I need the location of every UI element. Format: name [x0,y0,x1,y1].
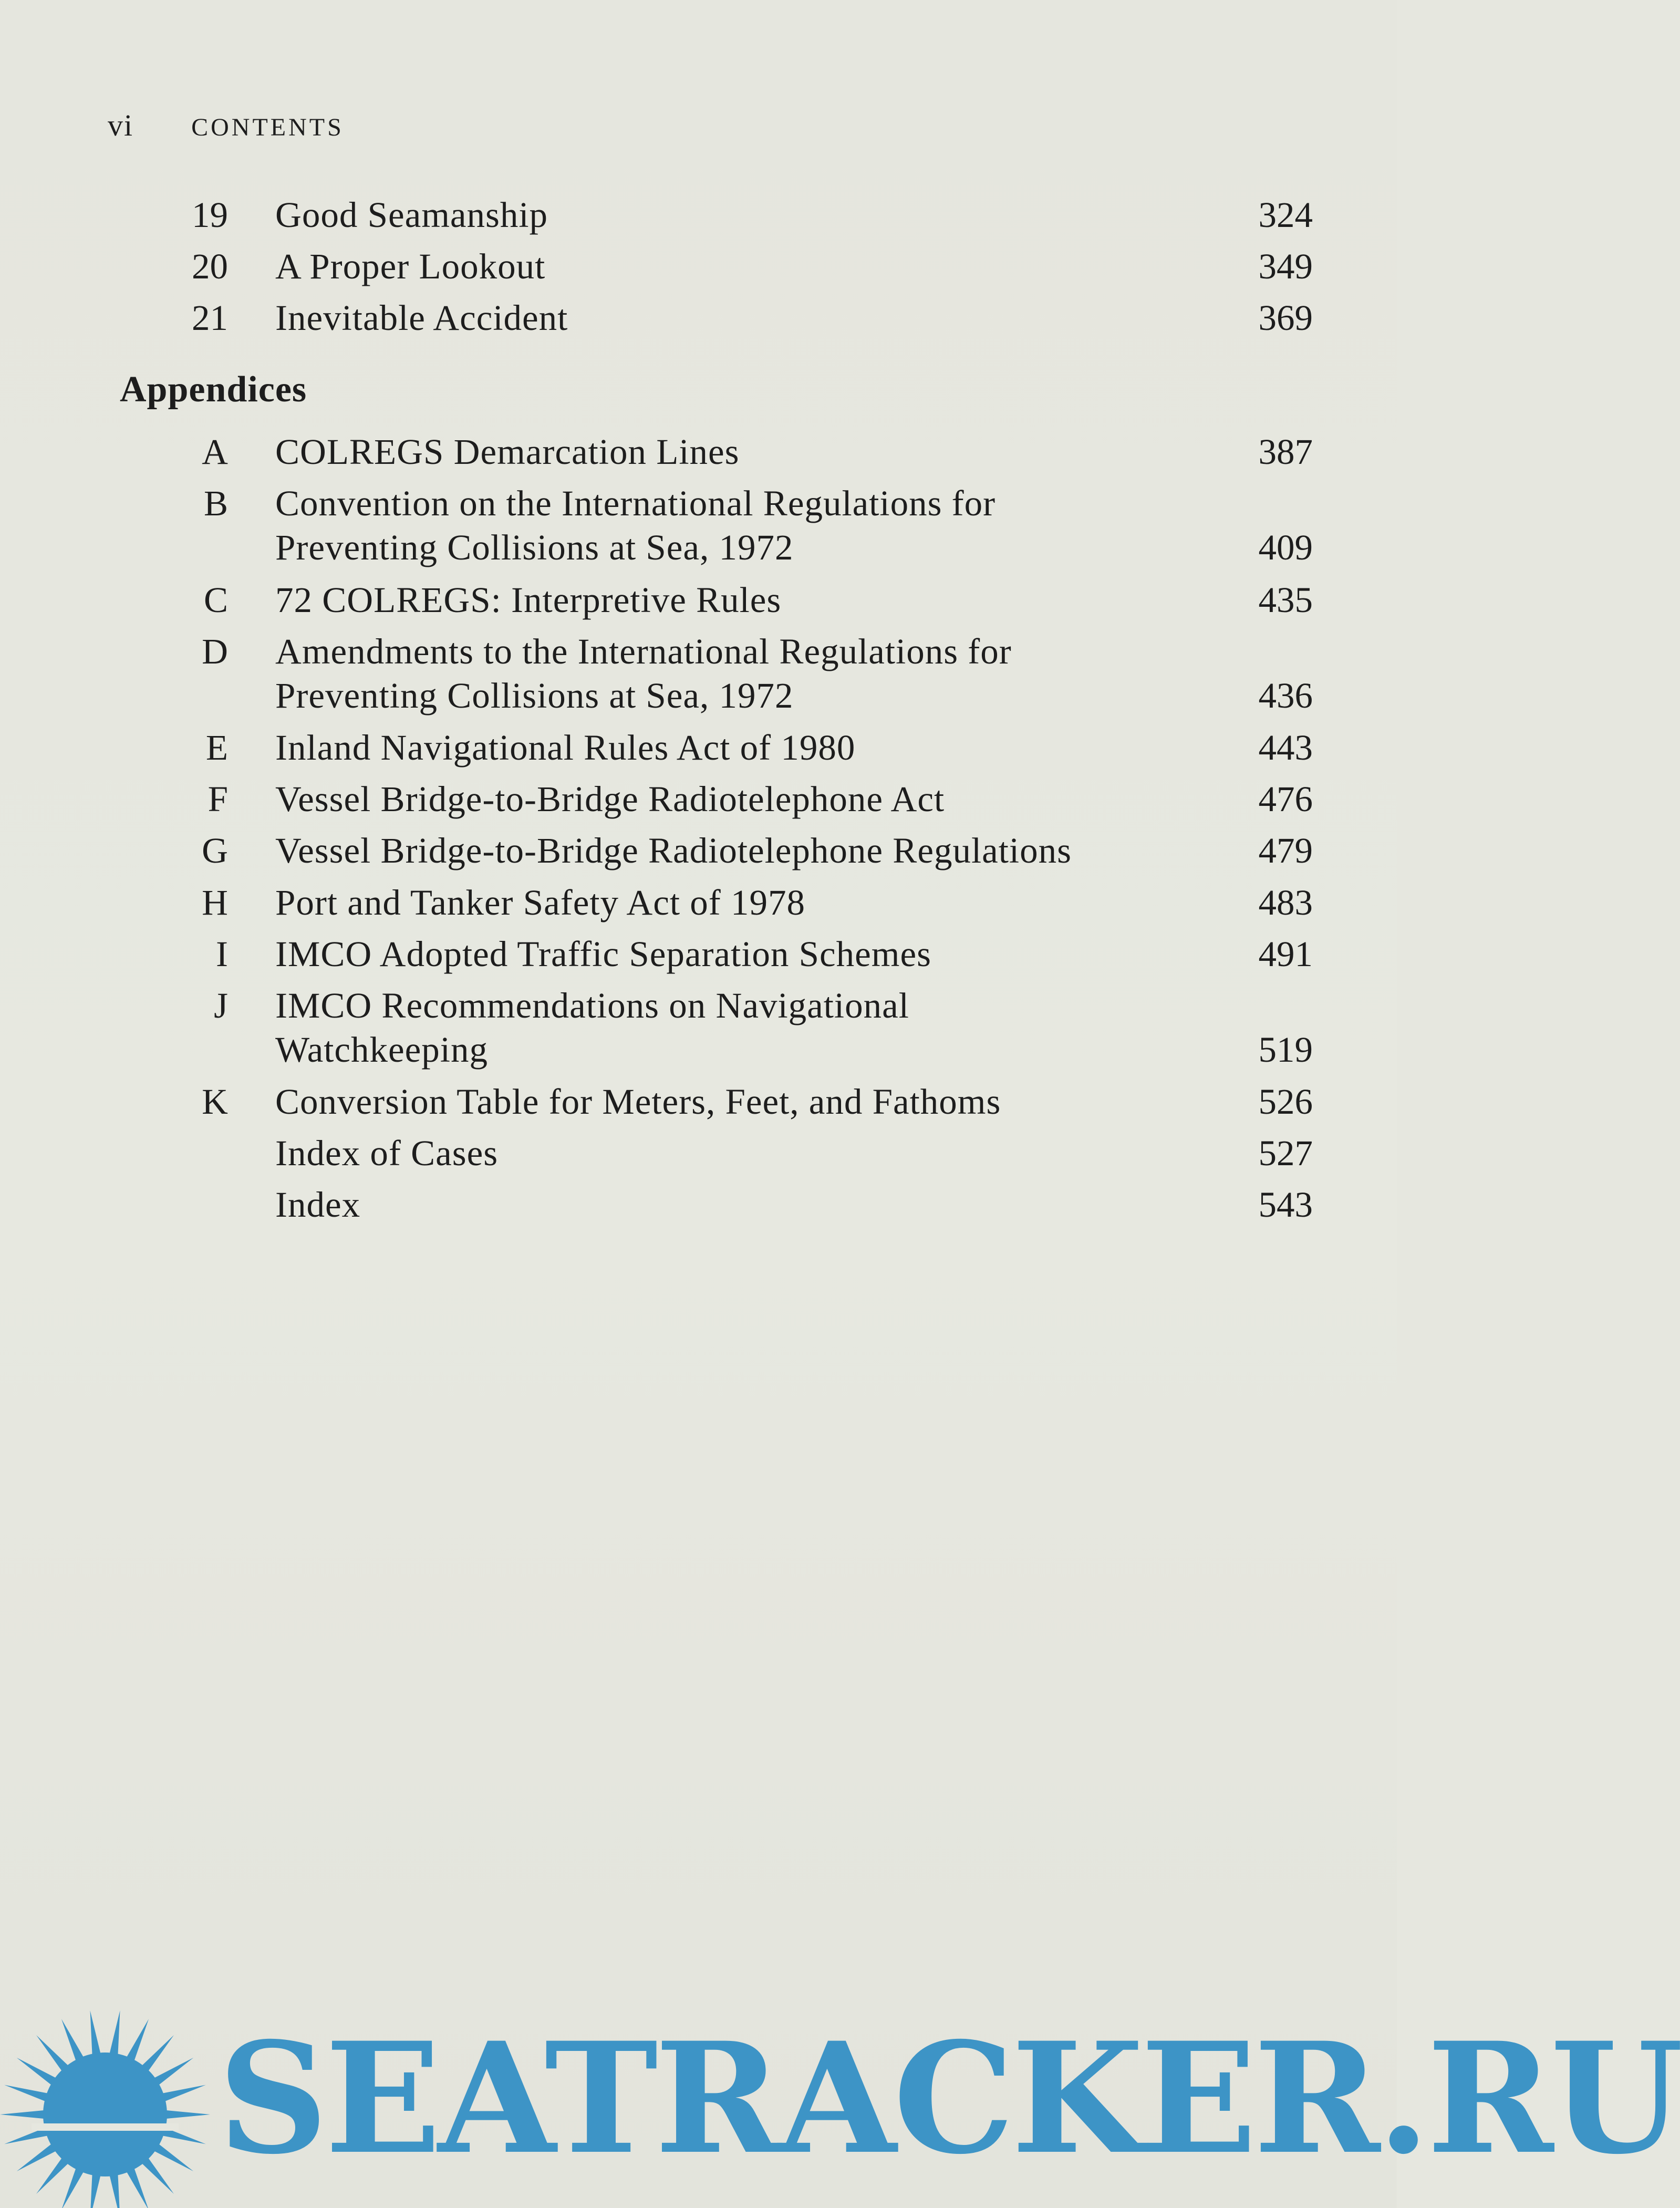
toc-appendix-entry [0,777,1397,821]
running-head [108,108,344,143]
toc-appendix-entry [0,481,1397,525]
toc-appendix-entry [0,932,1397,976]
appendix-title-continued: Preventing Collisions at Sea, 1972 [275,527,794,567]
page-number: 443 [1258,728,1313,768]
index-title: Index [275,1185,361,1225]
sun-ray [90,2010,101,2058]
appendix-title: Inland Navigational Rules Act of 1980 [275,728,856,768]
toc-index-entry [0,1131,1397,1175]
appendix-letter: E [205,728,228,768]
toc-chapter-entry [0,193,1397,237]
chapter-title: Inevitable Accident [275,298,568,338]
page-number: 519 [1258,1030,1313,1070]
sun-icon [0,2002,210,2208]
toc-chapter-entry [0,296,1397,340]
toc-chapter-entry [0,244,1397,288]
appendix-letter: K [202,1082,228,1122]
appendix-title: Amendments to the International Regulations for [275,631,1012,671]
appendix-letter: F [208,779,228,819]
running-head-title: CONTENTS [191,113,344,141]
page-number: 387 [1258,432,1313,472]
watermark [0,2002,1680,2208]
appendix-title-continued: Watchkeeping [275,1030,488,1070]
toc-appendix-entry [0,578,1397,622]
chapter-number: 20 [192,246,228,286]
appendix-title: 72 COLREGS: Interpretive Rules [275,580,782,620]
toc-appendix-entry [0,828,1397,873]
appendix-letter: J [214,986,228,1025]
toc-appendix-entry [0,430,1397,474]
toc-appendix-continuation [0,1028,1397,1072]
toc-appendix-entry [0,725,1397,770]
page-number: 409 [1258,527,1313,567]
appendix-letter: D [202,631,228,671]
page-number: 491 [1258,934,1313,974]
appendix-title: IMCO Recommendations on Navigational [275,986,909,1025]
appendix-title: COLREGS Demarcation Lines [275,432,740,472]
appendix-title: IMCO Adopted Traffic Separation Schemes [275,934,931,974]
page-number: 369 [1258,298,1313,338]
page-number: 476 [1258,779,1313,819]
toc-appendix-entry [0,880,1397,925]
page-folio: vi [108,108,134,142]
toc-appendix-entry [0,1080,1397,1124]
appendix-letter: H [202,883,228,922]
appendix-title: Vessel Bridge-to-Bridge Radiotelephone Act [275,779,945,819]
page-number: 349 [1258,246,1313,286]
page-number: 436 [1258,676,1313,716]
sun-ray [4,2085,51,2103]
appendix-title: Port and Tanker Safety Act of 1978 [275,883,806,922]
page-number: 543 [1258,1185,1313,1225]
chapter-title: Good Seamanship [275,195,548,235]
toc-appendix-entry [0,629,1397,673]
appendix-letter: G [202,831,228,870]
toc-index-entry [0,1183,1397,1227]
chapter-number: 21 [192,298,228,338]
toc-appendix-continuation [0,673,1397,718]
page-number: 324 [1258,195,1313,235]
sun-ray [90,2171,101,2208]
sun-ray [0,2110,47,2119]
appendix-letter: A [202,432,228,472]
watermark-text: SEATRACKER.RU [218,2009,1680,2188]
appendix-title-continued: Preventing Collisions at Sea, 1972 [275,676,794,716]
appendix-title: Convention on the International Regulations for [275,483,996,523]
page-number: 479 [1258,831,1313,870]
sun-ray [109,2010,120,2058]
appendix-title: Conversion Table for Meters, Feet, and Fathoms [275,1082,1001,1122]
page-number: 527 [1258,1133,1313,1173]
appendix-letter: C [203,580,228,620]
appendix-letter: B [203,483,228,523]
page-number: 483 [1258,883,1313,922]
page-number: 435 [1258,580,1313,620]
chapter-title: A Proper Lookout [275,246,546,286]
appendices-heading: Appendices [120,369,307,410]
appendix-title: Vessel Bridge-to-Bridge Radiotelephone Regulations [275,831,1072,870]
toc-appendix-continuation [0,525,1397,569]
sun-ray [163,2110,210,2119]
sun-ray [109,2171,120,2208]
toc-appendix-entry [0,983,1397,1028]
chapter-number: 19 [192,195,228,235]
index-of-cases-title: Index of Cases [275,1133,499,1173]
sun-ray [159,2085,206,2103]
page-number: 526 [1258,1082,1313,1122]
appendix-letter: I [216,934,228,974]
